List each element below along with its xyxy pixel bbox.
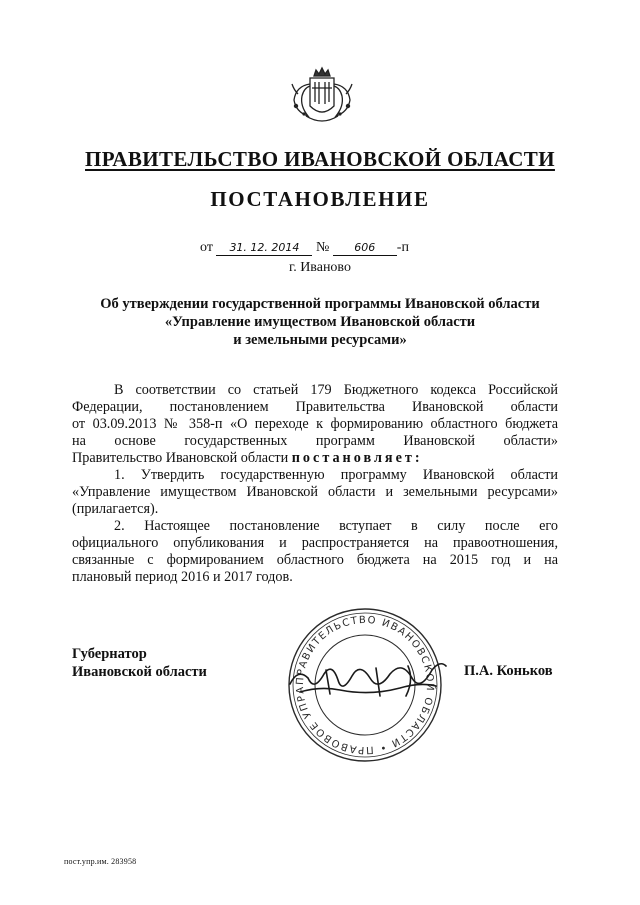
- number-suffix: -п: [396, 240, 409, 255]
- coat-of-arms-icon: [284, 66, 360, 130]
- document-type: ПОСТАНОВЛЕНИЕ: [210, 187, 430, 211]
- signatory-name: П.А. Коньков: [464, 663, 553, 679]
- body-line: 1. Утвердить государственную программу Ивановской области: [114, 467, 558, 483]
- body-line: Федерации, постановлением Правительства Ивановской области: [72, 399, 558, 415]
- body-line: В соответствии со статьей 179 Бюджетного кодекса Российской: [114, 382, 558, 398]
- number-field: 606: [333, 241, 397, 256]
- seal-text: ПРАВИТЕЛЬСТВО ИВАНОВСКОЙ ОБЛАСТИ • ПРАВОВОЕ УПРА: [294, 614, 436, 756]
- body-line: официального опубликования и распространяется на правоотношения,: [72, 535, 558, 551]
- body-line: 2. Настоящее постановление вступает в силу после его: [114, 518, 558, 534]
- body-line: [72, 450, 558, 467]
- subject-line: «Управление имуществом Ивановской области: [164, 314, 476, 330]
- body-line: связанные с формированием областного бюджета на 2015 год и на: [72, 552, 558, 568]
- body-line: на основе государственных программ Ивановской области»: [72, 433, 558, 449]
- subject-line: и земельными ресурсами»: [233, 332, 407, 348]
- date-prefix: от: [200, 240, 213, 255]
- position-line: Ивановской области: [72, 664, 207, 680]
- svg-text:ПРАВИТЕЛЬСТВО ИВАНОВСКОЙ ОБЛАС: [280, 600, 437, 755]
- number-sign: №: [315, 240, 330, 255]
- dateline: [200, 240, 409, 256]
- subject: [60, 295, 580, 349]
- footer-code: пост.упр.им. 283958: [64, 857, 137, 866]
- body-line: плановый период 2016 и 2017 годов.: [72, 569, 293, 585]
- body-line: (прилагается).: [72, 501, 159, 517]
- document-body: [72, 382, 558, 586]
- body-line: «Управление имуществом Ивановской области и земельными ресурсами»: [72, 484, 558, 500]
- government-title: ПРАВИТЕЛЬСТВО ИВАНОВСКОЙ ОБЛАСТИ: [85, 147, 555, 171]
- body-text: Правительство Ивановской области: [72, 450, 289, 466]
- city: г. Иваново: [289, 260, 351, 275]
- date-field: 31. 12. 2014: [216, 241, 312, 256]
- subject-line: Об утверждении государственной программы Ивановской области: [100, 296, 540, 312]
- signatory-position: [72, 645, 207, 681]
- resolves-keyword: постановляет:: [291, 450, 423, 466]
- body-line: от 03.09.2013 № 358-п «О переходе к формированию областного бюджета: [72, 416, 558, 432]
- position-line: Губернатор: [72, 646, 147, 662]
- official-seal: [280, 600, 450, 770]
